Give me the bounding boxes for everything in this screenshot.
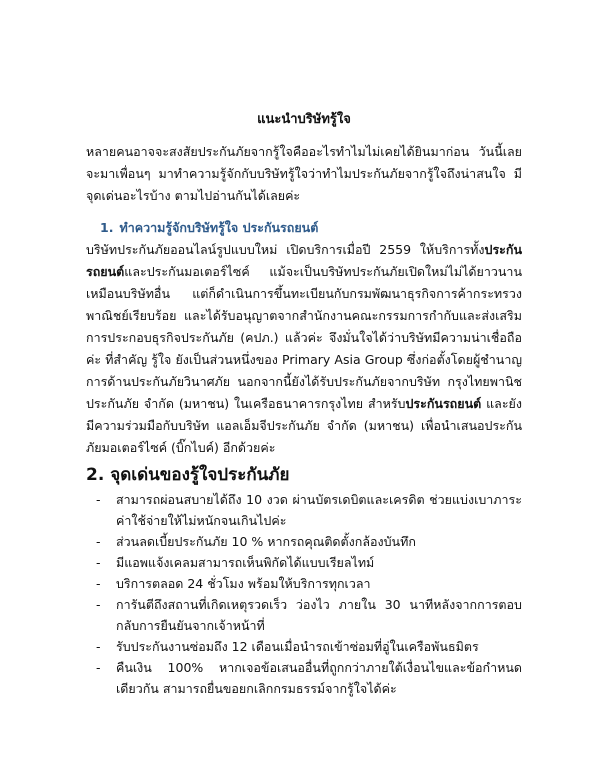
section-1-text-b: และประกันมอเตอร์ไซค์ แม้จะเป็นบริษัทประกันภัยเปิดใหม่ไม่ได้ยาวนานเหมือนบริษัทอื่น แต่ก็ดำเนินการขึ้นทะเบียนกับกรมพัฒนาธุรกิจการค้ากระทรวงพาณิชย์เรียบร้อย และได้รับอนุญาตจากสำนักงานคณะกรรมการกำกับและส่งเสริมการประกอบธุรกิจประกันภัย (คปภ.) แล้วค่ะ จึงมั่นใจได้ว่าบริษัทมีความน่าเชื่อถือค่ะ ที่สำคัญ รู้ใจ ยังเป็นส่วนหนึ่งของ Primary Asia Group ซึ่งก่อตั้งโดยผู้ชำนาญการด้านประกันภัยวินาศภัย นอกจากนี้ยังได้รับประกันภัยจากบริษัท กรุงไทยพานิชประกันภัย จำกัด (มหาชน) ในเครือธนาคารกรุงไทย สำหรับ: [86, 264, 522, 411]
intro-paragraph: หลายคนอาจจะสงสัยประกันภัยจากรู้ใจคืออะไรทำไมไม่เคยได้ยินมาก่อน วันนี้เลยจะมาเพื่อนๆ มาทำความรู้จักกับบริษัทรู้ใจว่าทำไมประกันภัยจากรู้ใจถึงน่าสนใจ มีจุดเด่นอะไรบ้าง ตามไปอ่านกันได้เลยค่ะ: [86, 144, 522, 203]
document-title: แนะนำบริษัทรู้ใจ: [257, 112, 351, 127]
list-item: - รับประกันงานซ่อมถึง 12 เดือนเมื่อนำรถเข้าซ่อมที่อู่ในเครือพันธมิตร: [96, 636, 522, 657]
section-1-bold-a: ประกันรถยนต์: [86, 242, 522, 279]
list-item: - บริการตลอด 24 ชั่วโมง พร้อมให้บริการทุกเวลา: [96, 573, 522, 594]
list-item: - มีแอพแจ้งเคลมสามารถเห็นพิกัดได้แบบเรียลไทม์: [96, 552, 522, 573]
section-1-text-c: และยังมีความร่วมมือกับบริษัท แอลเอ็มจีประกันภัย จำกัด (มหาชน) เพื่อนำเสนอประกันภัยมอเตอร์ไซค์ (บิ๊กไบค์) อีกด้วยค่ะ: [86, 396, 522, 455]
section-1-text-a: บริษัทประกันภัยออนไลน์รูปแบบใหม่ เปิดบริการเมื่อปี 2559 ให้บริการทั้ง: [86, 242, 485, 257]
list-item: - การันตีถึงสถานที่เกิดเหตุรวดเร็ว ว่องไว ภายใน 30 นาทีหลังจากการตอบกลับการยืนยันจากเจ้าหน้าที่: [96, 594, 522, 636]
section-1-heading: [100, 219, 522, 237]
section-2-heading: [86, 463, 522, 487]
section-1-bold-b: ประกันรถยนต์: [405, 396, 482, 411]
list-item: - ส่วนลดเบี้ยประกันภัย 10 % หากรถคุณติดตั้งกล้องบันทึก: [96, 531, 522, 552]
list-item: - คืนเงิน 100% หากเจอข้อเสนออื่นที่ถูกกว่าภายใต้เงื่อนไขและข้อกำหนดเดียวกัน สามารถยื่นขอยกเลิกกรมธรรม์จากรู้ใจได้ค่ะ: [96, 657, 522, 699]
section-1-number: 1.: [100, 220, 114, 235]
section-2-number: 2.: [86, 465, 105, 485]
list-item: - สามารถผ่อนสบายได้ถึง 10 งวด ผ่านบัตรเดบิตและเครดิต ช่วยแบ่งเบาภาระค่าใช้จ่ายให้ไม่หนักจนเกินไปค่ะ: [96, 489, 522, 531]
section-2-heading-text: จุดเด่นของรู้ใจประกันภัย: [110, 465, 290, 485]
highlights-list: [86, 489, 522, 699]
section-1-heading-text: ทำความรู้จักบริษัทรู้ใจ ประกันรถยนต์: [119, 220, 319, 235]
section-1-paragraph: [86, 239, 522, 459]
